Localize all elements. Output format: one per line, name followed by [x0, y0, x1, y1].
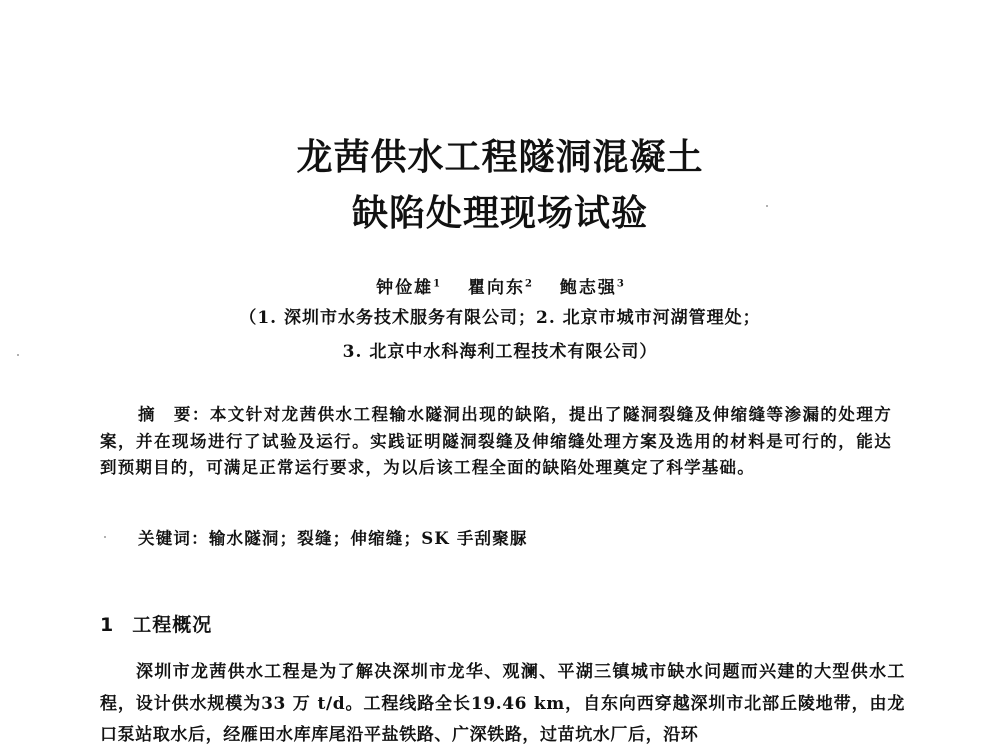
abstract-label: 摘 要： [138, 405, 210, 424]
author-affiliation-marker: 3 [616, 278, 624, 289]
section-number: 1 [100, 614, 115, 636]
section-heading [100, 612, 212, 638]
affiliation-line-2: 3. 北京中水科海利工程技术有限公司） [342, 342, 658, 362]
keywords [138, 527, 898, 551]
scan-speck [766, 205, 768, 207]
author-name: 钟俭雄 [376, 277, 434, 298]
author-affiliation-marker: 1 [433, 278, 441, 289]
keywords-label: 关键词： [138, 529, 209, 548]
author-list [0, 272, 1000, 300]
paper-title-line-1: 龙茜供水工程隧洞混凝土 [296, 137, 704, 178]
section-body-paragraph: 深圳市龙茜供水工程是为了解决深圳市龙华、观澜、平湖三镇城市缺水问题而兴建的大型供水工程，设计供水规模为33 万 t/d。工程线路全长19.46 km，自东向西穿越深圳市北部丘陵地带，由龙口泵站取水后，经雁田水库库尾沿平盐铁路、广深铁路，过苗坑水厂后，沿环 [100, 662, 905, 745]
paper-title-line-2: 缺陷处理现场试验 [351, 193, 648, 234]
author-name: 鲍志强 [559, 277, 617, 298]
author-2 [468, 278, 532, 298]
abstract-text: 本文针对龙茜供水工程输水隧洞出现的缺陷，提出了隧洞裂缝及伸缩缝等渗漏的处理方案，并在现场进行了试验及运行。实践证明隧洞裂缝及伸缩缝处理方案及选用的材料是可行的，能达到预期目的，可满足正常运行要求，为以后该工程全面的缺陷处理奠定了科学基础。 [100, 405, 892, 477]
author-1 [376, 278, 440, 298]
scan-speck [104, 536, 106, 538]
author-affiliation-marker: 2 [525, 278, 532, 289]
author-3 [560, 278, 624, 298]
scan-speck [17, 354, 19, 356]
affiliation-line-1: （1. 深圳市水务技术服务有限公司；2. 北京市城市河湖管理处； [239, 308, 761, 328]
keywords-text: 输水隧洞；裂缝；伸缩缝；SK 手刮聚脲 [208, 529, 528, 548]
section-title: 工程概况 [132, 614, 213, 636]
author-name: 瞿向东 [468, 277, 526, 298]
abstract [100, 402, 892, 482]
